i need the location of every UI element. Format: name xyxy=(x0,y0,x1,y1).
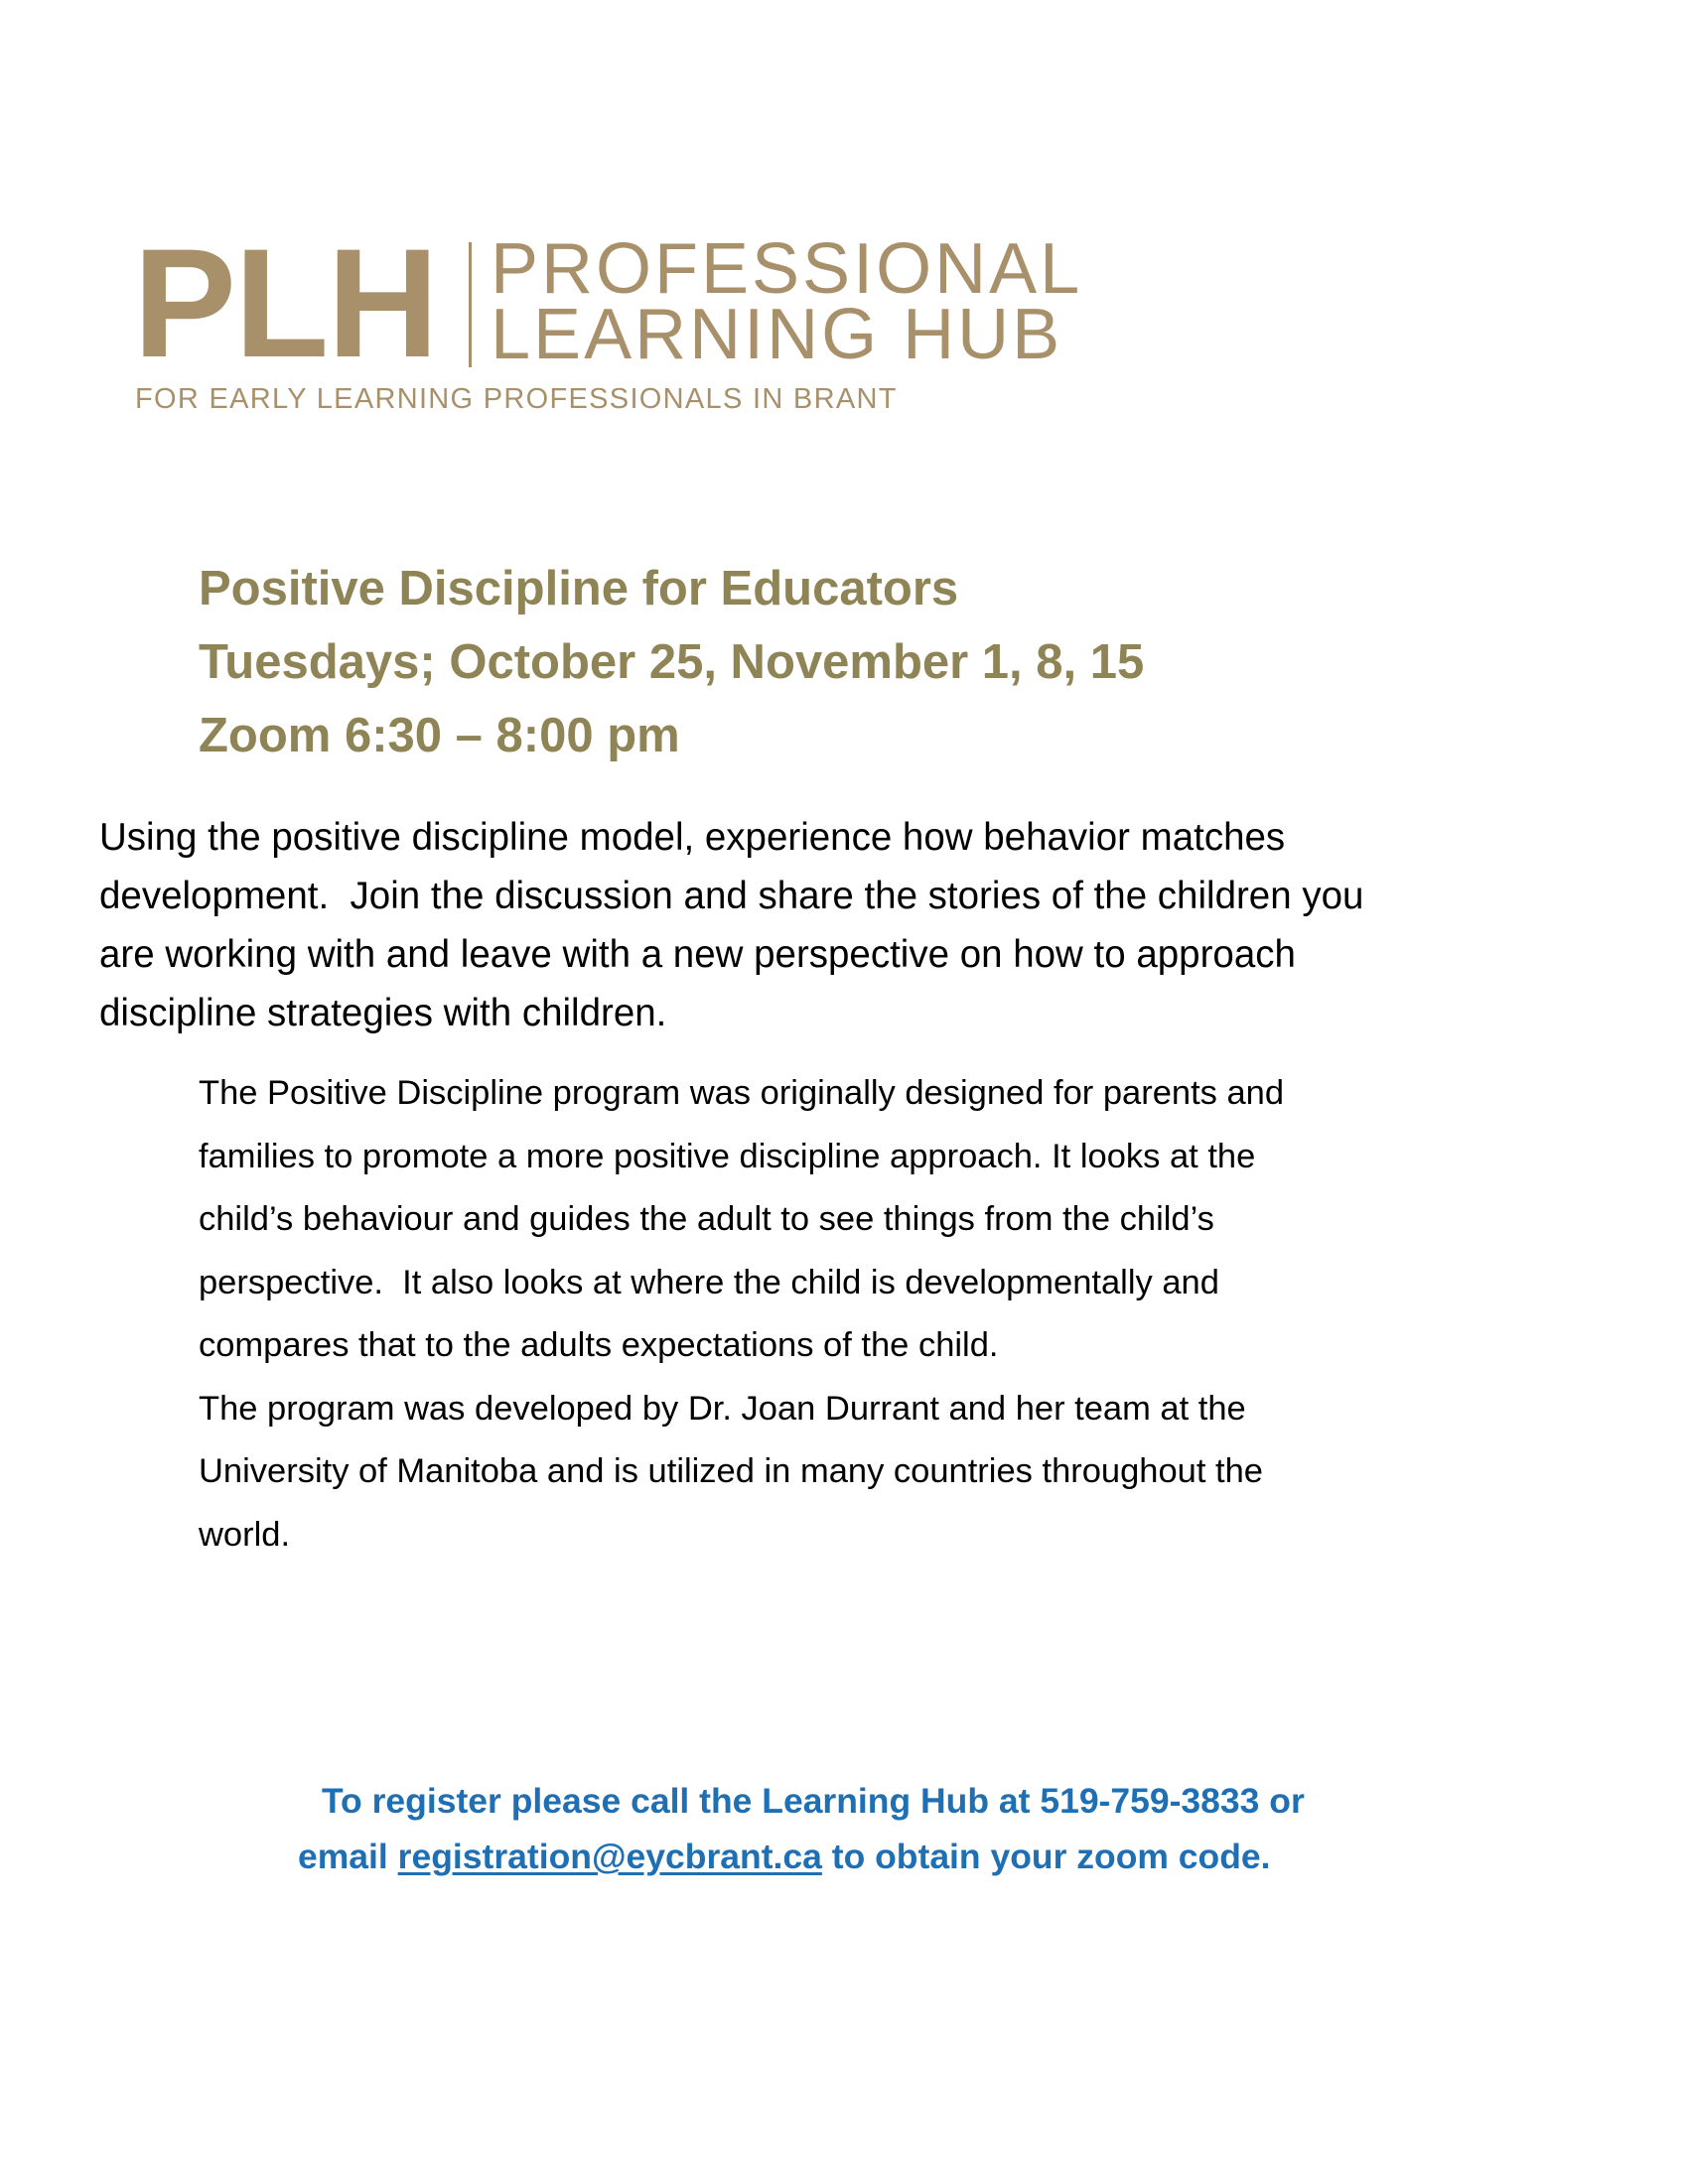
description-paragraph-2: The program was developed by Dr. Joan Durrant and her team at the University of Manitoba and is utilized in many countries throughout the world. xyxy=(199,1389,1263,1554)
plh-logo xyxy=(133,217,1255,423)
event-title: Positive Discipline for Educators xyxy=(199,562,959,615)
intro-paragraph: Using the positive discipline model, experience how behavior matches development. Join the discussion and share the stories of the children you are working with and leave with a new perspective on how to approach discipline strategies with children. xyxy=(99,816,1364,1034)
program-description xyxy=(199,1062,1549,1567)
description-paragraph-1: The Positive Discipline program was originally designed for parents and families to promote a more positive discipline approach. It looks at the child’s behaviour and guides the adult to see things from the child’s perspective. It also looks at where the child is developmentally and compares that to the adults expectations of the child. xyxy=(199,1074,1285,1364)
logo-divider xyxy=(469,242,472,367)
registration-email-suffix: to obtain your zoom code. xyxy=(821,1837,1271,1876)
logo-name-line1: PROFESSIONAL xyxy=(491,229,1083,309)
event-time: Zoom 6:30 – 8:00 pm xyxy=(199,709,680,762)
logo-tagline: FOR EARLY LEARNING PROFESSIONALS IN BRANT xyxy=(135,383,898,415)
logo-mark: PLH xyxy=(133,217,437,390)
registration-email-line xyxy=(298,1829,1390,1884)
logo-name xyxy=(491,229,1083,374)
registration-email-link[interactable]: registration@eycbrant.ca xyxy=(397,1837,822,1876)
event-heading xyxy=(199,552,1144,772)
registration-info xyxy=(298,1773,1390,1884)
logo-name-line2: LEARNING HUB xyxy=(491,295,1063,374)
event-dates: Tuesdays; October 25, November 1, 8, 15 xyxy=(199,635,1145,689)
registration-email-prefix: email xyxy=(298,1837,398,1876)
registration-phone-line: To register please call the Learning Hub at 519-759-3833 or xyxy=(322,1781,1305,1821)
